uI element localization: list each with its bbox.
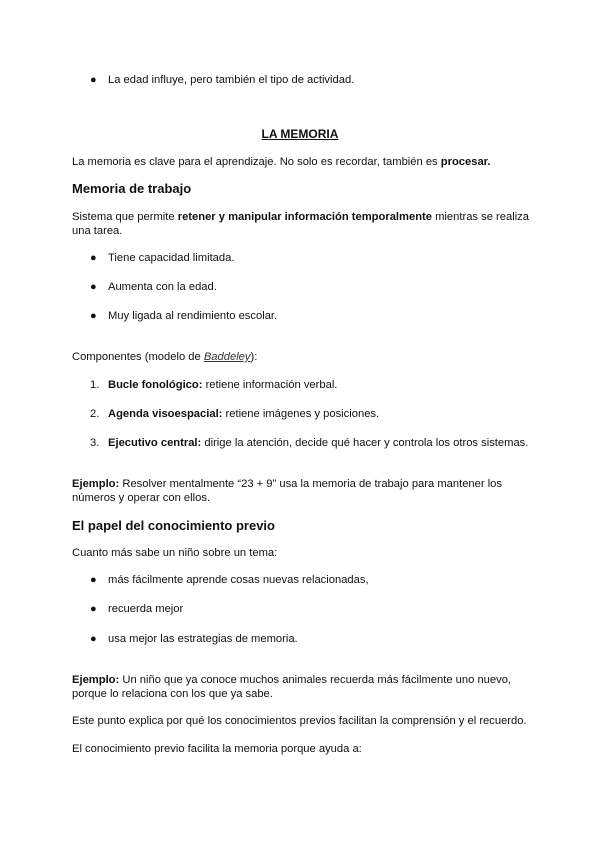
example-paragraph: [72, 673, 532, 701]
list-item: más fácilmente aprende cosas nuevas relacionadas,: [108, 574, 369, 586]
memoria-trabajo-description: [72, 210, 532, 238]
example-text: Un niño que ya conoce muchos animales recuerda más fácilmente uno nuevo, porque lo relaciona con los que ya sabe.: [72, 674, 512, 700]
conocimiento-lead: Cuanto más sabe un niño sobre un tema:: [72, 547, 278, 559]
section-heading-memoria-trabajo: Memoria de trabajo: [72, 181, 192, 196]
intro-text: La memoria es clave para el aprendizaje. No solo es recordar, también es: [72, 156, 441, 168]
component-label: Bucle fonológico:: [108, 379, 203, 391]
intro-bold: procesar.: [440, 156, 491, 168]
bullet-icon: ●: [90, 310, 97, 322]
section-heading-conocimiento-previo: El papel del conocimiento previo: [72, 518, 275, 533]
intro-paragraph: [72, 155, 491, 169]
components-post: ):: [250, 351, 258, 363]
list-item: Aumenta con la edad.: [108, 281, 217, 293]
list-item: usa mejor las estrategias de memoria.: [108, 633, 298, 645]
baddeley-link[interactable]: Baddeley: [203, 351, 251, 363]
component-label: Ejecutivo central:: [108, 437, 202, 449]
example-label: Ejemplo:: [72, 674, 120, 686]
list-item: Muy ligada al rendimiento escolar.: [108, 310, 278, 322]
bullet-icon: ●: [90, 74, 97, 86]
desc-pre: Sistema que permite: [72, 211, 178, 223]
component-item: [108, 407, 379, 421]
list-number: 2.: [90, 408, 100, 420]
list-item: recuerda mejor: [108, 603, 184, 615]
components-pre: Componentes (modelo de: [72, 351, 204, 363]
bullet-icon: ●: [90, 281, 97, 293]
desc-post: mientras se realiza una tarea.: [72, 211, 529, 237]
example-label: Ejemplo:: [72, 478, 120, 490]
component-text: retiene información verbal.: [202, 379, 338, 391]
bullet-icon: ●: [90, 603, 97, 615]
component-text: retiene imágenes y posiciones.: [222, 408, 380, 420]
component-item: [108, 436, 528, 450]
list-item: Tiene capacidad limitada.: [108, 252, 235, 264]
explanation-paragraph: Este punto explica por qué los conocimientos previos facilitan la comprensión y el recuerdo.: [72, 715, 527, 727]
bullet-icon: ●: [90, 574, 97, 586]
component-label: Agenda visoespacial:: [108, 408, 223, 420]
list-number: 3.: [90, 437, 100, 449]
components-intro: [72, 350, 257, 364]
closing-paragraph: El conocimiento previo facilita la memoria porque ayuda a:: [72, 743, 362, 755]
component-item: [108, 378, 337, 392]
desc-bold: retener y manipular información temporalmente: [177, 211, 432, 223]
bullet-icon: ●: [90, 252, 97, 264]
component-text: dirige la atención, decide qué hacer y controla los otros sistemas.: [201, 437, 529, 449]
list-number: 1.: [90, 379, 100, 391]
bullet-icon: ●: [90, 633, 97, 645]
example-text: Resolver mentalmente “23 + 9” usa la memoria de trabajo para mantener los números y operar con ellos.: [72, 478, 502, 504]
example-paragraph: [72, 477, 532, 505]
intro-bullet-text: La edad influye, pero también el tipo de actividad.: [108, 74, 355, 86]
page-title: LA MEMORIA: [261, 127, 339, 141]
